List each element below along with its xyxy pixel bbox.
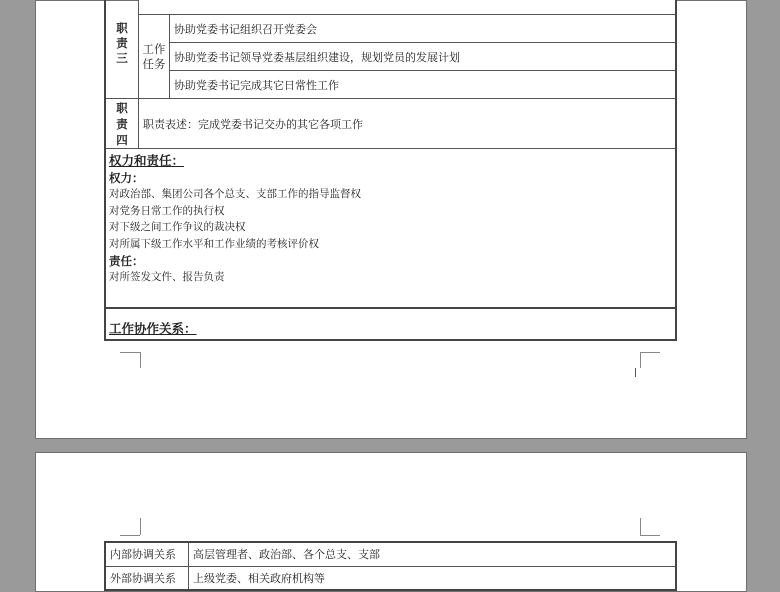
- coop-value-cell: [189, 566, 677, 590]
- responsibility-item: 对所签发文件、报告负责: [109, 271, 225, 284]
- internal-label: 内部协调关系: [110, 548, 176, 562]
- power-item: 对下级之间工作争议的裁决权: [109, 221, 246, 234]
- task-text-2: 协助党委书记领导党委基层组织建设，规划党员的发展计划: [174, 50, 460, 64]
- crop-mark: [640, 352, 660, 353]
- external-label: 外部协调关系: [110, 571, 176, 585]
- task-row: [170, 71, 677, 99]
- power-item: 对党务日常工作的执行权: [109, 204, 225, 217]
- responsibility-label: 责任：: [109, 253, 144, 268]
- text-cursor: [635, 368, 636, 377]
- task-text-1: 协助党委书记组织召开党委会: [174, 22, 317, 36]
- crop-mark: [640, 352, 641, 368]
- duty3-header-cell: [139, 0, 677, 15]
- page-gap: [0, 439, 780, 452]
- duty4-label-cell: [105, 99, 139, 149]
- duty4-label: 职责四: [116, 100, 128, 147]
- crop-mark: [120, 535, 140, 536]
- internal-value: 高层管理者、政治部、各个总支、支部: [193, 548, 380, 562]
- task-row: [170, 43, 677, 71]
- task-label: 工作任务: [142, 41, 166, 71]
- coop-value-cell: [189, 542, 677, 566]
- duties-table: [104, 0, 677, 341]
- authority-heading: 权力和责任：: [109, 153, 185, 168]
- cooperation-table: [104, 541, 677, 591]
- external-value: 上级党委、相关政府机构等: [193, 571, 325, 585]
- cooperation-heading: 工作协作关系：: [109, 321, 197, 336]
- authority-section: [105, 149, 676, 309]
- duty4-description: 职责表述：完成党委书记交办的其它各项工作: [143, 117, 363, 131]
- duty4-description-cell: [139, 99, 677, 149]
- task-text-3: 协助党委书记完成其它日常性工作: [174, 78, 339, 92]
- crop-mark: [640, 518, 641, 535]
- crop-mark: [140, 352, 141, 368]
- power-item: 对所属下级工作水平和工作业绩的考核评价权: [109, 237, 319, 250]
- power-item: 对政治部、集团公司各个总支、支部工作的指导监督权: [109, 188, 361, 201]
- task-label-cell: [139, 15, 170, 99]
- duty3-label: 职责三: [116, 21, 128, 65]
- task-row: [170, 15, 677, 43]
- power-label: 权力：: [109, 170, 144, 185]
- crop-mark: [120, 352, 140, 353]
- coop-label-cell: [105, 542, 189, 566]
- cooperation-heading-cell: [105, 308, 676, 340]
- crop-mark: [640, 535, 660, 536]
- coop-label-cell: [105, 566, 189, 590]
- crop-mark: [140, 518, 141, 535]
- duty3-label-cell: [105, 0, 139, 99]
